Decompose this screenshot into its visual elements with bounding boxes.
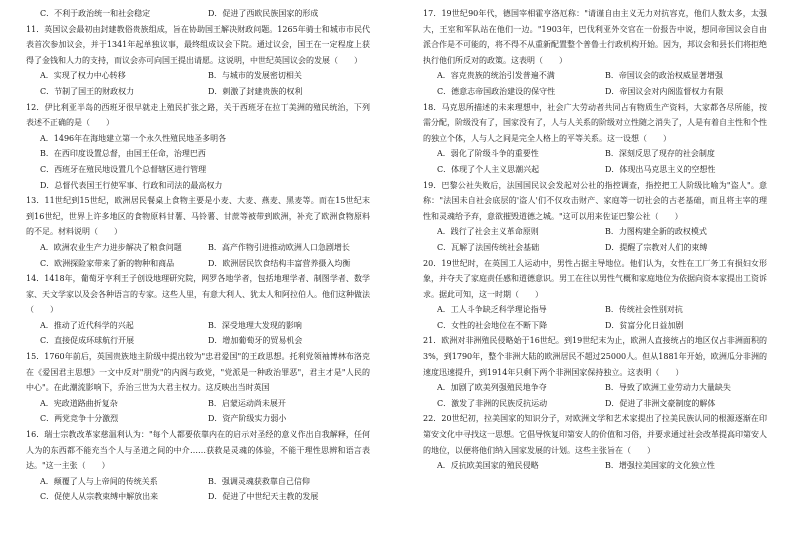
- answer-option: D．提醒了宗教对人们的束缚: [605, 242, 708, 252]
- answer-option: C．体现了个人主义思潮兴起: [437, 164, 540, 174]
- left-column: [26, 6, 370, 505]
- answer-option: B．帝国议会的政治权威显著增强: [605, 71, 723, 81]
- question-text: 15．1760年前后，英国贵族地主阶级中提出较为"忠君爱国"的王政思想。托利党领袖博林布洛克在《爱国君主思想》一文中反对"朋党"的内阁与政党，"党派是一种政治罪恶"，君主才是"人民的中心"。在此潮流影响下，乔治三世为大君主权力。这反映出当时英国: [26, 352, 370, 393]
- question-text: 12．伊比利亚半岛的西班牙很早就走上殖民扩张之路，关于西班牙在拉丁美洲的殖民统治，下列表述不正确的是（ ）: [26, 102, 370, 128]
- question-text: 16．瑞士宗教改革家慈温利认为："每个人都要依靠内在的启示对圣经的意义作出自我解释，任何人为的东西都不能充当个人与圣道之间的中介……获救是灵魂的体验，不能干理性思辨和语言表达。"这一主张（ ）: [26, 430, 370, 471]
- answer-options: [423, 458, 767, 474]
- question-text: 17．19世纪90年代，德国宰相霍亨洛厄称："请谨自由主义无力对抗容克，他们人数太多，太强大，王室和军队站在他们一边。"1903年，巴伐利亚外交官在一份报告中说，想同帝国议会自由派合作是不可能的，将不得不从重新配置整个普鲁士行政机构开始。因为，邦议会和县长们将拒绝执行他们所反对的政策。这表明（ ）: [423, 9, 767, 65]
- answer-option: B．在西印度设置总督，由国王任命，治理巴西: [40, 149, 206, 159]
- answer-option: C．欧洲探险家带来了新的物种和商品: [40, 258, 175, 268]
- answer-options: [26, 6, 370, 22]
- answer-option: C．德意志帝国政治建设的保守性: [437, 86, 556, 96]
- answer-option: D．体现出马克思主义的空想性: [605, 164, 716, 174]
- question-text: 11．英国议会最初由封建教俗贵族组成，旨在协助国王解决财政问题。1265年骑士和城市市民代表首次参加议会，并于1341年起单独议事，最终组成议会下院。通过议会，国王在一定程度上获得了金钱和人力的支持，而议会亦可向国王提出请愿。这说明，中世纪英国议会的发展（ ）: [26, 24, 370, 65]
- question-text: 18．马克思所描述的未来理想中，社会广大劳动者共同占有物质生产资料，大家都各尽所能，按需分配，阶级没有了，国家没有了，人与人关系的阶级对立性随之消失了，人是有着自主性和个性的独立个体，人与人之间是完全人格上的平等关系。这一设想（ ）: [423, 102, 767, 143]
- answer-option: D．增加葡萄牙的贸易机会: [208, 336, 303, 346]
- right-column: [423, 6, 767, 474]
- answer-option: C．两党竞争十分激烈: [40, 414, 119, 424]
- answer-option: D．资产阶级实力弱小: [208, 414, 287, 424]
- answer-options: [26, 68, 370, 99]
- answer-option: B．深受地理大发现的影响: [208, 320, 302, 330]
- question-text: 13．11世纪到15世纪，欧洲居民餐桌上食物主要是小麦、大麦、燕麦、黑麦等。而在15世纪末到16世纪，世界上许多地区的食物原料甘薯、马铃薯、甘蔗等被带到欧洲，补充了欧洲食物原料的不足。材料说明（ ）: [26, 196, 370, 237]
- answer-options: [423, 68, 767, 99]
- question-text: 20．19世纪时，在英国工人运动中，男性占据主导地位。他们认为，女性在工厂务工有损妇女形象，并夺夫了家庭责任感和道德意识。男工在往以男性气概和家庭地位为依据向资本家提出工资诉求。据此可知，这一时期（ ）: [423, 258, 767, 299]
- answer-option: C．女性的社会地位在不断下降: [437, 320, 548, 330]
- answer-option: D．促进了非洲文豪制度的解体: [605, 398, 716, 408]
- answer-option: B．强调灵魂获救靠自己信仰: [208, 476, 310, 486]
- answer-option: B．启蒙运动尚未展开: [208, 398, 286, 408]
- question-text: 19．巴黎公社失败后，法国国民议会发起对公社的指控调查，指控把工人阶级比喻为"盗人"。意称："法国未自社会底层的'盗人'们不仅攻击财产、家庭等一切社会的古老基础，而且将主宰的理性和灵魂给予弃，意欲摧毁道德之城。"这可以用来佐证巴黎公社（ ）: [423, 180, 767, 221]
- answer-option: C．西班牙在殖民地设置几个总督辖区进行管理: [40, 164, 207, 174]
- answer-option: A．工人斗争缺乏科学理论指导: [437, 305, 547, 315]
- question-text: 21．欧洲对非洲殖民侵略始于16世纪。到19世纪末为止，欧洲人直接统占的地区仅占非洲面积的3%，到1790年，整个非洲大陆的欧洲居民不超过25000人。但从1881年开始，欧洲瓜分非洲的速度迅速提升，到1914年只剩下两个非洲国家保持独立。这表明（ ）: [423, 336, 767, 377]
- question-text: 22．20世纪初，拉美国家的知识分子，对欧洲文学和艺术家提出了拉美民族认同的根源逐渐在印第安文化中寻找这一思想。它倡导恢复印第安人的价值和习俗，并要求通过社会改革提高印第安人的地位，以便将他们纳入国家发展的计划。这些主张旨在（ ）: [423, 414, 767, 455]
- answer-options: [26, 396, 370, 427]
- answer-option: A．容克贵族的统治引发普遍不满: [437, 71, 555, 81]
- answer-option: B．深刻反思了现存的社会制度: [605, 149, 715, 159]
- answer-option: C．促使人从宗教束缚中解放出来: [40, 492, 159, 502]
- answer-options: [26, 318, 370, 349]
- answer-option: A．颠覆了人与上帝间的传统关系: [40, 476, 158, 486]
- answer-option: D．促进了中世纪天主教的发展: [208, 492, 319, 502]
- answer-option: A．加剧了欧美列强殖民地争夺: [437, 383, 547, 393]
- answer-option: C．节制了国王的财政权力: [40, 86, 135, 96]
- answer-option: D．欧洲居民饮食结构丰富营养摄入均衡: [208, 258, 351, 268]
- answer-option: A．实现了权力中心转移: [40, 71, 126, 81]
- answer-options: [423, 224, 767, 255]
- answer-option: A．反抗欧美国家的殖民侵略: [437, 461, 539, 471]
- answer-options: [423, 302, 767, 333]
- answer-options: [26, 474, 370, 505]
- answer-option: C．激发了非洲的民族反抗运动: [437, 398, 548, 408]
- answer-option: A．弱化了阶级斗争的重要性: [437, 149, 539, 159]
- answer-option: D．帝国议会对内阁监督权力有限: [605, 86, 724, 96]
- answer-option: C．不利于政治统一和社会稳定: [40, 9, 151, 18]
- answer-options: [423, 380, 767, 411]
- answer-option: A．欧洲农业生产力进步解决了粮食问题: [40, 242, 182, 252]
- answer-option: D．贫富分化日益加剧: [605, 320, 684, 330]
- answer-option: B．传统社会性别对抗: [605, 305, 683, 315]
- answer-option: D．刺激了封建贵族的权利: [208, 86, 303, 96]
- answer-option: B．力图构建全新的政权模式: [605, 227, 707, 237]
- answer-option: A．践行了社会主义革命原则: [437, 227, 539, 237]
- answer-option: A．宪政道路曲折复杂: [40, 398, 118, 408]
- answer-option: B．高产作物引进推动欧洲人口急剧增长: [208, 242, 350, 252]
- answer-option: D．总督代表国王行使军事、行政和司法的最高权力: [40, 180, 223, 190]
- answer-option: A．推动了近代科学的兴起: [40, 320, 134, 330]
- answer-option: B．与城市的发展密切相关: [208, 71, 302, 81]
- answer-option: D．促进了西欧民族国家的形成: [208, 9, 319, 18]
- question-text: 14．1418年，葡萄牙亨利王子创设地理研究院，网罗各地学者，包括地理学者、制图学者、数学家、天文学家以及会各种语言的专家。这些人里，有意大利人、犹太人和阿拉伯人。他们这种做法（ ）: [26, 274, 370, 315]
- answer-option: C．直接促成环球航行开展: [40, 336, 135, 346]
- answer-options: [26, 240, 370, 271]
- answer-option: A．1496年在海地建立第一个永久性殖民地圣多明各: [40, 133, 227, 143]
- answer-option: C．瓦解了法国传统社会基础: [437, 242, 540, 252]
- answer-option: B．导致了欧洲工业劳动力大量缺失: [605, 383, 731, 393]
- answer-option: B．增强拉美国家的文化独立性: [605, 461, 715, 471]
- answer-options: [423, 146, 767, 177]
